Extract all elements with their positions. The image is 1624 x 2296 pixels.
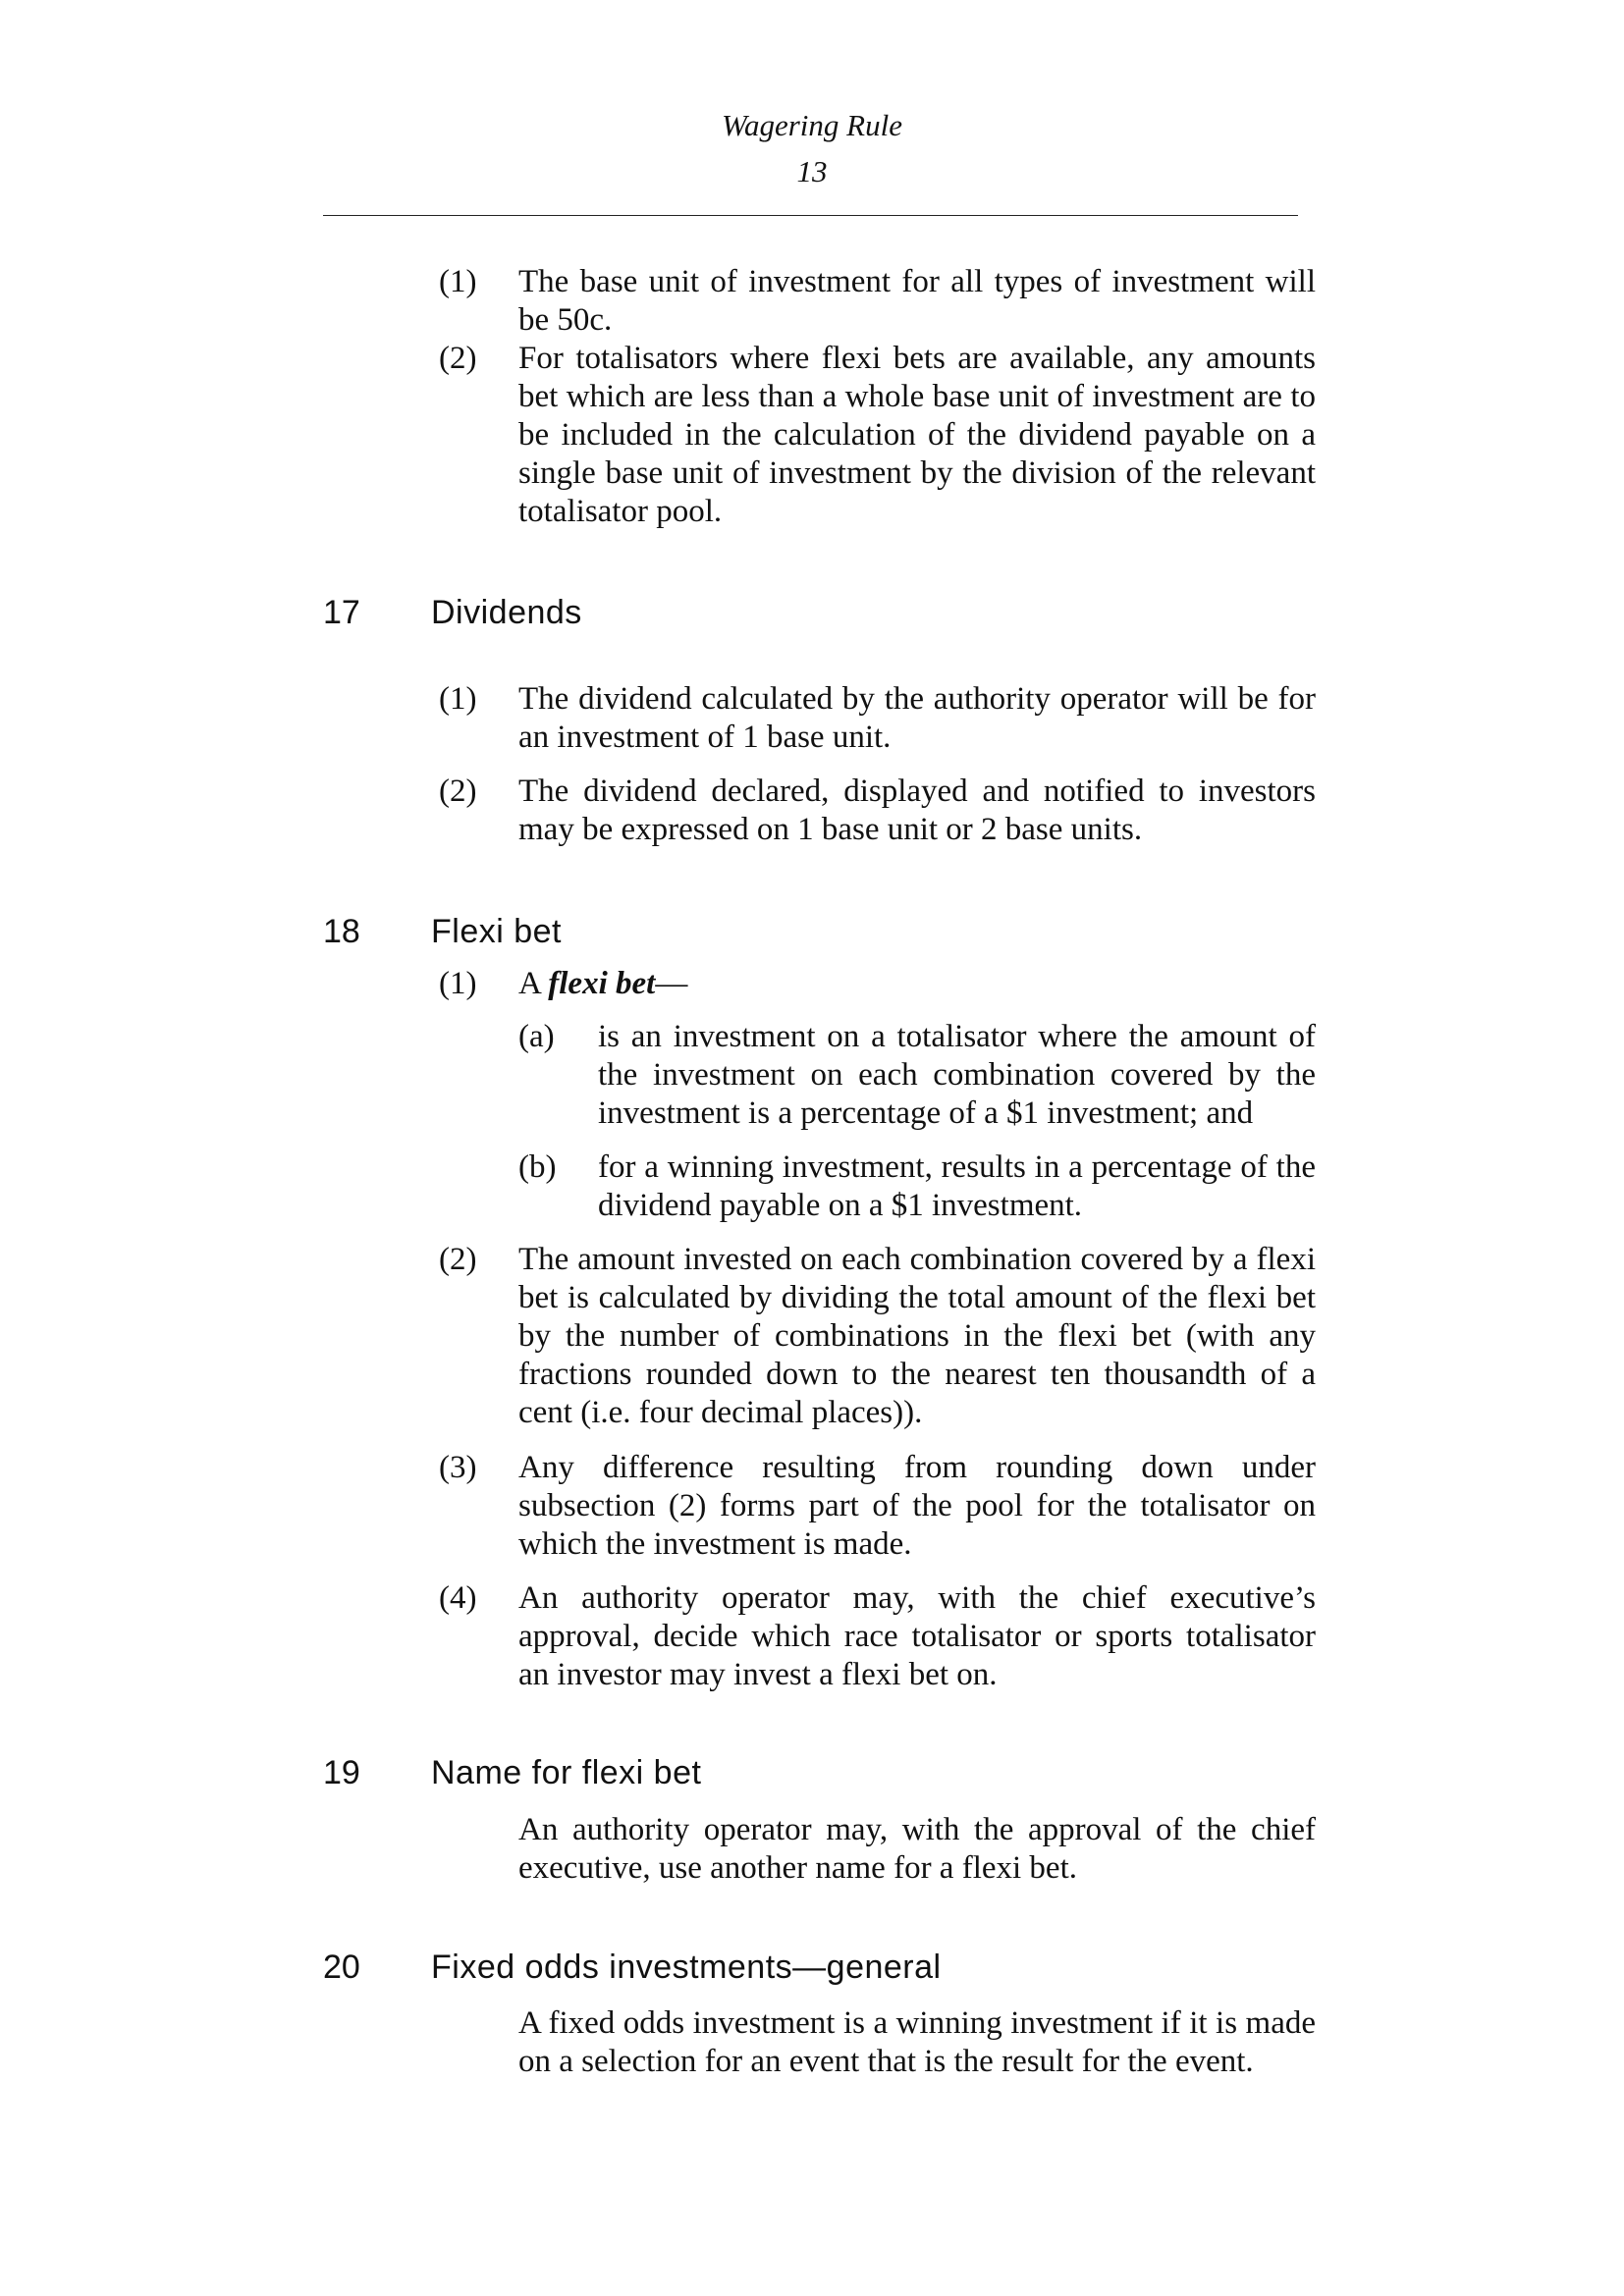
section-heading-flexi-bet: Flexi bet bbox=[431, 913, 562, 950]
section-18-item-b bbox=[518, 1148, 1316, 1225]
paragraph-number: (4) bbox=[439, 1580, 477, 1616]
paragraph-number: (2) bbox=[439, 1242, 477, 1277]
section-20-text: A fixed odds investment is a winning investment if it is made on a selection for an event that is the result for the event. bbox=[518, 2005, 1316, 2079]
item-text: for a winning investment, results in a percentage of the dividend payable on a $1 investment. bbox=[598, 1149, 1316, 1223]
paragraph-text bbox=[518, 965, 1316, 1003]
section-18-paragraph-4 bbox=[439, 1579, 1316, 1694]
paragraph-text: The base unit of investment for all types of investment will be 50c. bbox=[518, 264, 1316, 338]
definition-prefix: A bbox=[518, 966, 549, 1001]
section-heading-dividends: Dividends bbox=[431, 594, 582, 631]
page-number: 13 bbox=[796, 154, 828, 188]
section-19-text: An authority operator may, with the approval of the chief executive, use another name for a flexi bet. bbox=[518, 1812, 1316, 1886]
section-17-paragraph-1 bbox=[439, 680, 1316, 757]
paragraph-text: The dividend calculated by the authority operator will be for an investment of 1 base unit. bbox=[518, 681, 1316, 755]
section-17-paragraph-2 bbox=[439, 773, 1316, 849]
paragraph-text: Any difference resulting from rounding down under subsection (2) forms part of the pool for the totalisator on which the investment is made. bbox=[518, 1450, 1316, 1562]
paragraph-number: (1) bbox=[439, 681, 477, 717]
section-number-19: 19 bbox=[323, 1754, 360, 1791]
paragraph-text: The dividend declared, displayed and notified to investors may be expressed on 1 base unit or 2 base units. bbox=[518, 774, 1316, 847]
section-18-paragraph-2 bbox=[439, 1241, 1316, 1432]
section-18-paragraph-1 bbox=[439, 965, 1316, 1003]
header-divider bbox=[323, 215, 1298, 216]
running-header-title: Wagering Rule bbox=[722, 108, 902, 142]
item-text: is an investment on a totalisator where the amount of the investment on each combination covered by the investment is a percentage of a $1 investment; and bbox=[598, 1019, 1316, 1131]
paragraph-text: For totalisators where flexi bets are available, any amounts bet which are less than a whole base unit of investment are to be included in the calculation of the dividend payable on a single base unit of investment by the division of the relevant totalisator pool. bbox=[518, 341, 1316, 529]
paragraph-number: (2) bbox=[439, 341, 477, 376]
section-heading-name-for-flexi-bet: Name for flexi bet bbox=[431, 1754, 702, 1791]
definition-dash: — bbox=[655, 966, 688, 1001]
section-18-item-a bbox=[518, 1018, 1316, 1133]
section-number-20: 20 bbox=[323, 1949, 360, 1986]
item-letter: (a) bbox=[518, 1019, 555, 1054]
paragraph-text: The amount invested on each combination covered by a flexi bet is calculated by dividing the total amount of the flexi bet by the number of combinations in the flexi bet (with any fractions rounded down to the nearest ten thousandth of a cent (i.e. four decimal places)). bbox=[518, 1242, 1316, 1430]
intro-paragraph-2 bbox=[439, 340, 1316, 531]
paragraph-text: An authority operator may, with the chief executive’s approval, decide which race totalisator or sports totalisator an investor may invest a flexi bet on. bbox=[518, 1580, 1316, 1692]
paragraph-number: (1) bbox=[439, 264, 477, 299]
intro-paragraph-1 bbox=[439, 263, 1316, 340]
paragraph-number: (3) bbox=[439, 1450, 477, 1485]
section-18-paragraph-3 bbox=[439, 1449, 1316, 1564]
paragraph-number: (2) bbox=[439, 774, 477, 809]
defined-term-flexi-bet: flexi bet bbox=[548, 966, 656, 1001]
section-number-17: 17 bbox=[323, 594, 360, 631]
section-heading-fixed-odds-investments: Fixed odds investments—general bbox=[431, 1949, 942, 1986]
section-number-18: 18 bbox=[323, 913, 360, 950]
item-letter: (b) bbox=[518, 1149, 557, 1185]
paragraph-number: (1) bbox=[439, 966, 477, 1001]
